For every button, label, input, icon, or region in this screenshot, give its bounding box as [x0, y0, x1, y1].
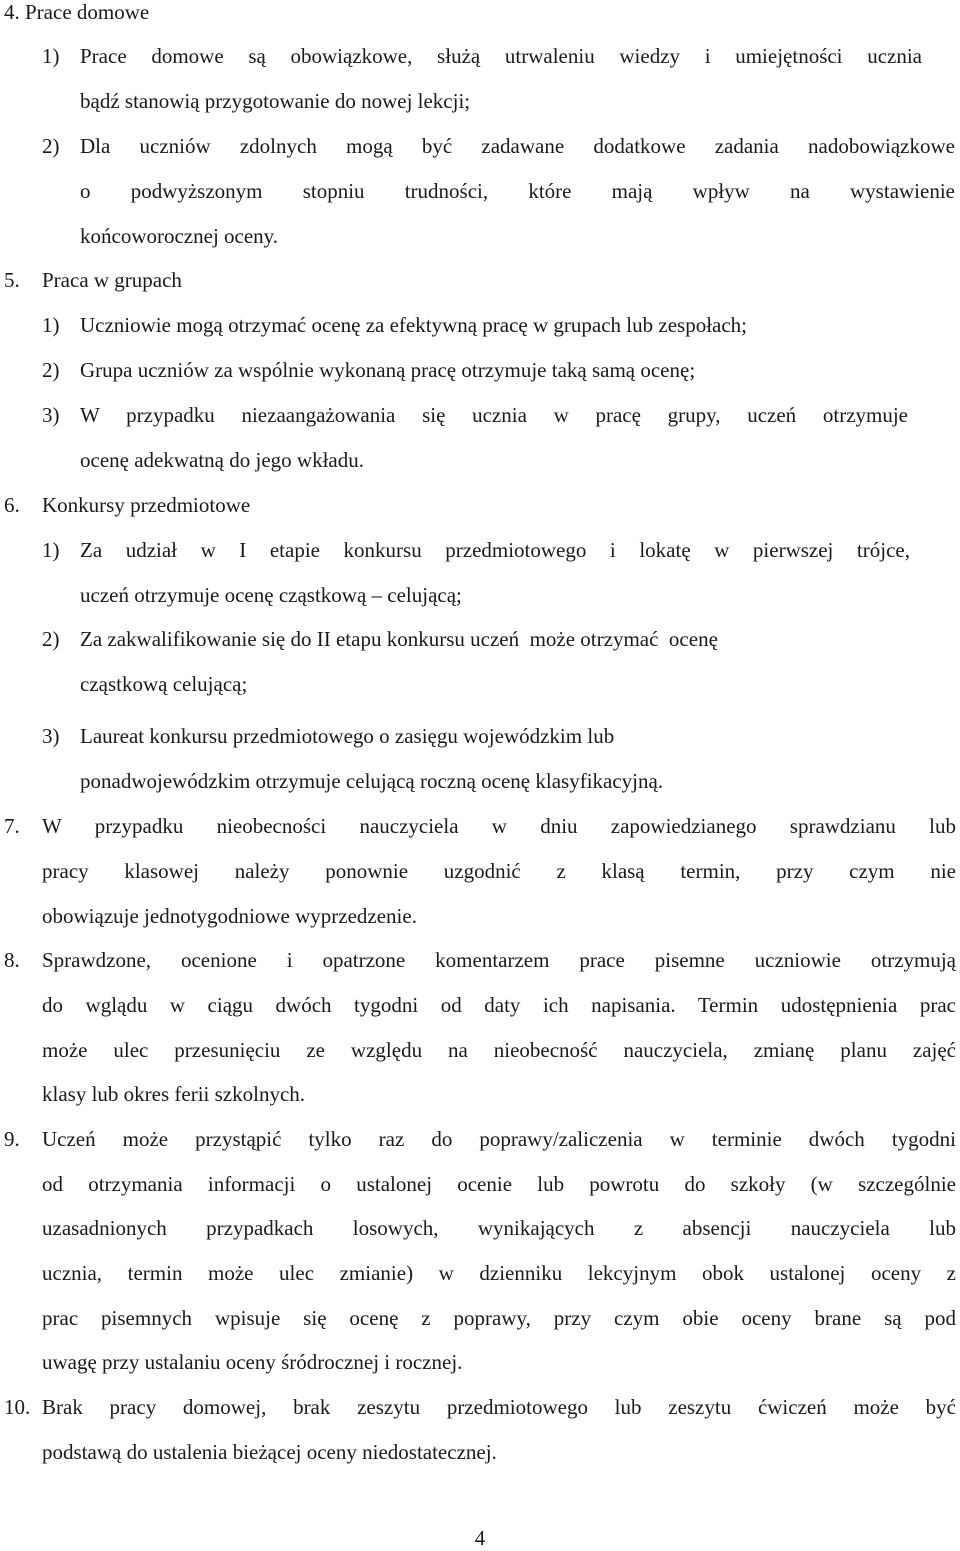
section-line: może ulec przesunięciu ze względu na nieobecność nauczyciela, zmianę planu zajęć	[42, 1038, 956, 1062]
section-line: od otrzymania informacji o ustalonej ocenie lub powrotu do szkoły (w szczególnie	[42, 1172, 956, 1196]
section-heading: 4. Prace domowe	[4, 0, 150, 24]
section-title: Konkursy przedmiotowe	[42, 493, 251, 517]
section-number: 10.	[4, 1395, 31, 1419]
item-line: W przypadku niezaangażowania się ucznia w pracę grupy, uczeń otrzymuje	[80, 403, 908, 427]
section-line: obowiązuje jednotygodniowe wyprzedzenie.	[42, 904, 417, 928]
item-line: cząstkową celującą;	[80, 672, 248, 696]
section-line: ucznia, termin może ulec zmianie) w dzienniku lekcyjnym obok ustalonej oceny z	[42, 1261, 956, 1285]
section-line: uwagę przy ustalaniu oceny śródrocznej i rocznej.	[42, 1350, 463, 1374]
section-line: Uczeń może przystąpić tylko raz do poprawy/zaliczenia w terminie dwóch tygodni	[42, 1127, 956, 1151]
item-number: 2)	[42, 358, 60, 382]
item-line: Laureat konkursu przedmiotowego o zasięgu wojewódzkim lub	[80, 724, 615, 748]
item-line: końcoworocznej oceny.	[80, 224, 279, 248]
item-number: 2)	[42, 134, 60, 158]
item-line: bądź stanowią przygotowanie do nowej lekcji;	[80, 89, 471, 113]
item-number: 3)	[42, 724, 60, 748]
section-line: pracy klasowej należy ponownie uzgodnić z klasą termin, przy czym nie	[42, 859, 956, 883]
item-line: uczeń otrzymuje ocenę cząstkową – celującą;	[80, 583, 462, 607]
section-number: 7.	[4, 814, 20, 838]
item-line: Za zakwalifikowanie się do II etapu konkursu uczeń może otrzymać ocenę	[80, 627, 718, 651]
section-line: prac pisemnych wpisuje się ocenę z poprawy, przy czym obie oceny brane są pod	[42, 1306, 956, 1330]
item-line: Uczniowie mogą otrzymać ocenę za efektywną pracę w grupach lub zespołach;	[80, 313, 748, 337]
item-number: 1)	[42, 44, 60, 68]
section-line: Sprawdzone, ocenione i opatrzone komentarzem prace pisemne uczniowie otrzymują	[42, 948, 956, 972]
item-line: Grupa uczniów za wspólnie wykonaną pracę otrzymuje taką samą ocenę;	[80, 358, 696, 382]
section-number: 5.	[4, 268, 20, 292]
item-line: Dla uczniów zdolnych mogą być zadawane dodatkowe zadania nadobowiązkowe	[80, 134, 955, 158]
section-number: 9.	[4, 1127, 20, 1151]
section-line: uzasadnionych przypadkach losowych, wynikających z absencji nauczyciela lub	[42, 1216, 956, 1240]
section-line: klasy lub okres ferii szkolnych.	[42, 1082, 306, 1106]
item-line: ocenę adekwatną do jego wkładu.	[80, 448, 364, 472]
section-line: Brak pracy domowej, brak zeszytu przedmiotowego lub zeszytu ćwiczeń może być	[42, 1395, 956, 1419]
item-line: Za udział w I etapie konkursu przedmiotowego i lokatę w pierwszej trójce,	[80, 538, 910, 562]
section-line: do wglądu w ciągu dwóch tygodni od daty ich napisania. Termin udostępnienia prac	[42, 993, 956, 1017]
item-line: o podwyższonym stopniu trudności, które mają wpływ na wystawienie	[80, 179, 955, 203]
section-line: podstawą do ustalenia bieżącej oceny niedostatecznej.	[42, 1440, 497, 1464]
item-number: 1)	[42, 313, 60, 337]
item-line: Prace domowe są obowiązkowe, służą utrwaleniu wiedzy i umiejętności ucznia	[80, 44, 922, 68]
page-number: 4	[474, 1526, 486, 1550]
section-line: W przypadku nieobecności nauczyciela w dniu zapowiedzianego sprawdzianu lub	[42, 814, 956, 838]
item-number: 2)	[42, 627, 60, 651]
section-title: Praca w grupach	[42, 268, 182, 292]
item-number: 3)	[42, 403, 60, 427]
item-number: 1)	[42, 538, 60, 562]
section-number: 6.	[4, 493, 20, 517]
section-number: 8.	[4, 948, 20, 972]
item-line: ponadwojewódzkim otrzymuje celującą roczną ocenę klasyfikacyjną.	[80, 769, 664, 793]
